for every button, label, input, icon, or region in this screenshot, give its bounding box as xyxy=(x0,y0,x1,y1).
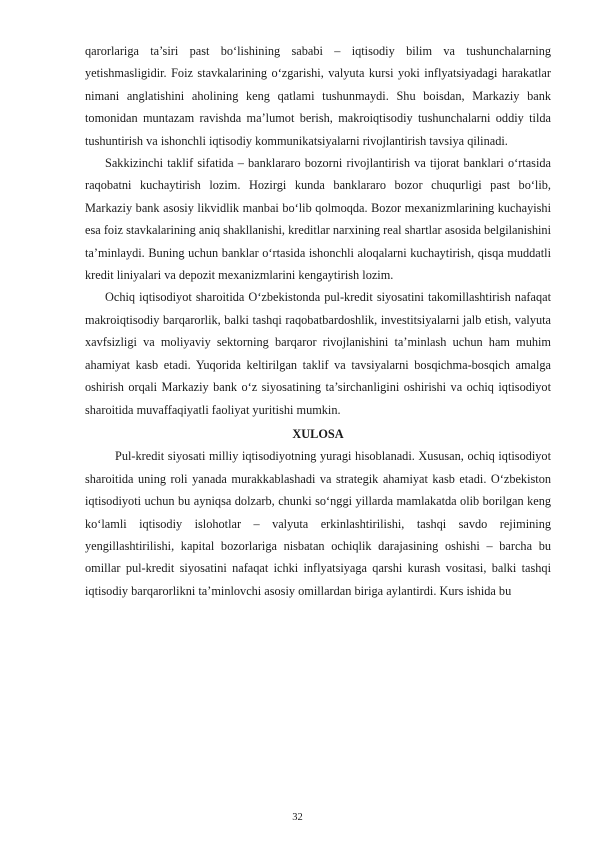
document-body xyxy=(85,40,551,602)
page-number: 32 xyxy=(292,812,303,823)
section-heading: XULOSA xyxy=(292,426,344,441)
paragraph-open-economy: Ochiq iqtisodiyot sharoitida O‘zbekistonda pul-kredit siyosatini takomillashtirish nafaqat makroiqtisodiy barqarorlik, balki tashqi raqobatbardoshlik, investitsiyalarni jalb etish, valyuta xavfsizligi va moliyaviy sektorning barqaror rivojlanishini ta’minlash uchun ham muhim ahamiyat kasb etadi. Yuqorida keltirilgan taklif va tavsiyalarni bosqichma-bosqich amalga oshirish orqali Markaziy bank o‘z siyosatining ta’sirchanligini oshirishi va ochiq iqtisodiyot sharoitida muvaffaqiyatli faoliyat yuritishi mumkin. xyxy=(85,290,551,417)
paragraph-eighth-proposal: Sakkizinchi taklif sifatida – banklararo bozorni rivojlantirish va tijorat banklari o‘rtasida raqobatni kuchaytirish lozim. Hozirgi kunda banklararo bozor chuqurligi past bo‘lib, Markaziy bank asosiy likvidlik manbai bo‘lib qolmoqda. Bozor mexanizmlarining kuchayishi esa foiz stavkalarining aniq shakllanishi, kreditlar narxining real shartlar asosida belgilanishini ta’minlaydi. Buning uchun banklar o‘rtasida ishonchli aloqalarni kuchaytirish, qisqa muddatli kredit liniyalari va depozit mexanizmlarini kengaytirish lozim. xyxy=(85,156,551,283)
paragraph-continuation: qarorlariga ta’siri past bo‘lishining sababi – iqtisodiy bilim va tushunchalarning yetishmasligidir. Foiz stavkalarining o‘zgarishi, valyuta kursi yoki inflyatsiyadagi harakatlar nimani anglatishini aholining keng qatlami tushunmaydi. Shu boisdan, Markaziy bank tomonidan muntazam ravishda ma’lumot berish, makroiqtisodiy tushunchalarni oddiy tilda tushuntirish va ishonchli iqtisodiy kommunikatsiyalarni rivojlantirish tavsiya qilinadi. xyxy=(85,44,551,148)
paragraph-conclusion: Pul-kredit siyosati milliy iqtisodiyotning yuragi hisoblanadi. Xususan, ochiq iqtisodiyot sharoitida uning roli yanada murakkablashadi va strategik ahamiyat kasb etadi. O‘zbekiston iqtisodiyoti uchun bu ayniqsa dolzarb, chunki so‘nggi yillarda mamlakatda olib borilgan keng ko‘lamli iqtisodiy islohotlar – valyuta erkinlashtirilishi, tashqi savdo rejimining yengillashtirilishi, kapital bozorlariga nisbatan ochiqlik darajasining oshishi – barcha bu omillar pul-kredit siyosatini nafaqat ichki inflyatsiyaga qarshi kurash vositasi, balki tashqi iqtisodiy barqarorlikni ta’minlovchi asosiy omillardan biriga aylantirdi. Kurs ishida bu xyxy=(85,449,551,598)
